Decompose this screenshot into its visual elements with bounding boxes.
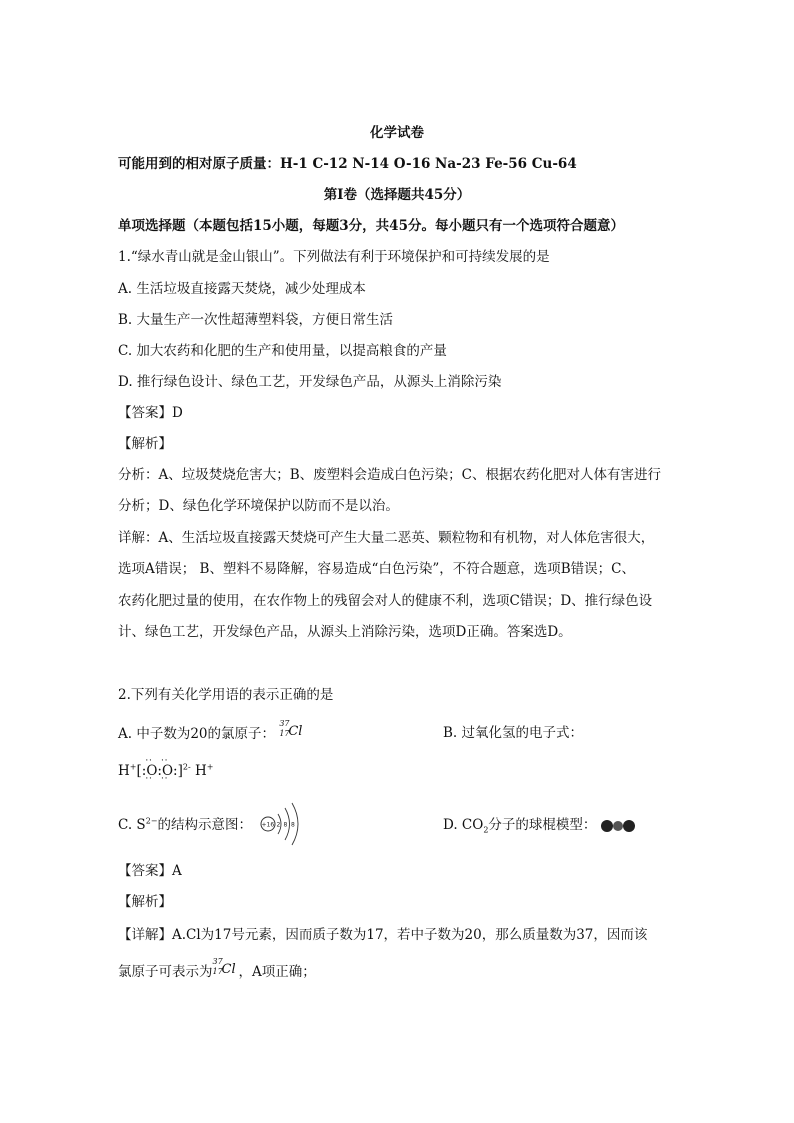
carbon-ball — [613, 821, 623, 831]
q1-stem: 1.“绿水青山就是金山银山”。下列做法有利于环境保护和可持续发展的是 — [118, 249, 550, 265]
chlorine-isotope-symbol — [279, 719, 305, 740]
isotope-atomic-number: 17 — [279, 729, 290, 738]
q1-detail-line-2: 选项A错误； B、塑料不易降解，容易造成“白色污染”，不符合题意，选项B错误；C、 — [118, 561, 636, 577]
q2-detail-line-2: 氯原子可表示为 37 17 Cl ，A项正确； — [118, 957, 316, 980]
q1-detail-line-3: 农药化肥过量的使用，在农作物上的残留会对人的健康不利，选项C错误；D、推行绿色设 — [118, 593, 653, 609]
page-title: 化学试卷 — [370, 125, 424, 141]
oxygen-atom-1: · · O · · — [146, 762, 157, 780]
oxygen-ball-right — [623, 820, 635, 832]
peroxide-electron-formula: H+[:· · O · ·:· · O · ·:]$^{2-}$ H+ — [118, 762, 213, 780]
q1-analysis-heading: 【解析】 — [118, 436, 172, 452]
shell-2-electrons: 8 — [283, 821, 288, 829]
q2-analysis-heading: 【解析】 — [118, 894, 172, 910]
q2-answer: 【答案】A — [118, 863, 182, 879]
q2-option-c: C. $S^{2-}$的结构示意图： — [118, 816, 252, 833]
oxygen-atom-2: · · O · · — [162, 762, 173, 780]
section-title: 第Ⅰ卷（选择题共45分） — [323, 187, 471, 203]
q2-option-b: B. 过氧化氢的电子式： — [443, 725, 584, 741]
isotope-element: Cl — [288, 724, 303, 739]
shell-1-electrons: 2 — [276, 821, 281, 829]
sulfide-ion-structure-diagram — [258, 800, 302, 848]
isotope-mass-number: 37 — [279, 719, 290, 728]
q1-detail-line-1: 详解：A、生活垃圾直接露天焚烧可产生大量二恶英、颗粒物和有机物，对人体危害很大， — [118, 530, 655, 546]
section-instructions: 单项选择题（本题包括15小题，每题3分，共45分。每小题只有一个选项符合题意） — [118, 218, 624, 234]
q2-option-d: D. $CO_2$分子的球棍模型： — [443, 816, 635, 834]
q1-answer: 【答案】D — [118, 405, 183, 421]
q1-option-c: C. 加大农药和化肥的生产和使用量，以提高粮食的产量 — [118, 343, 447, 359]
q1-analysis-line-1: 分析：A、垃圾焚烧危害大；B、废塑料会造成白色污染；C、根据农药化肥对人体有害进行 — [118, 467, 661, 483]
co2-ball-stick-model — [601, 819, 635, 833]
q1-option-a: A. 生活垃圾直接露天焚烧，减少处理成本 — [118, 281, 366, 297]
q1-option-b: B. 大量生产一次性超薄塑料袋，方便日常生活 — [118, 312, 394, 328]
chlorine-isotope-inline: 37 17 Cl — [212, 957, 236, 977]
q2-option-a — [118, 719, 305, 743]
q2-stem: 2.下列有关化学用语的表示正确的是 — [118, 687, 334, 703]
atomic-masses: 可能用到的相对原子质量：H-1 C-12 N-14 O-16 Na-23 Fe-56 Cu-64 — [118, 156, 577, 172]
oxygen-ball-left — [601, 820, 613, 832]
q1-detail-line-4: 计、绿色工艺，开发绿色产品，从源头上消除污染，选项D正确。答案选D。 — [118, 624, 572, 640]
shell-3-electrons: 8 — [291, 821, 295, 829]
q1-option-d: D. 推行绿色设计、绿色工艺，开发绿色产品，从源头上消除污染 — [118, 374, 502, 390]
nucleus-charge: +16 — [261, 821, 275, 829]
q2-option-a-text: A. 中子数为20的氯原子： — [118, 726, 276, 742]
q1-analysis-line-2: 分析；D、绿色化学环境保护以防而不是以治。 — [118, 498, 399, 514]
q2-detail-line-1: 【详解】A.Cl为17号元素，因而质子数为17，若中子数为20，那么质量数为37，因而该 — [118, 927, 648, 943]
